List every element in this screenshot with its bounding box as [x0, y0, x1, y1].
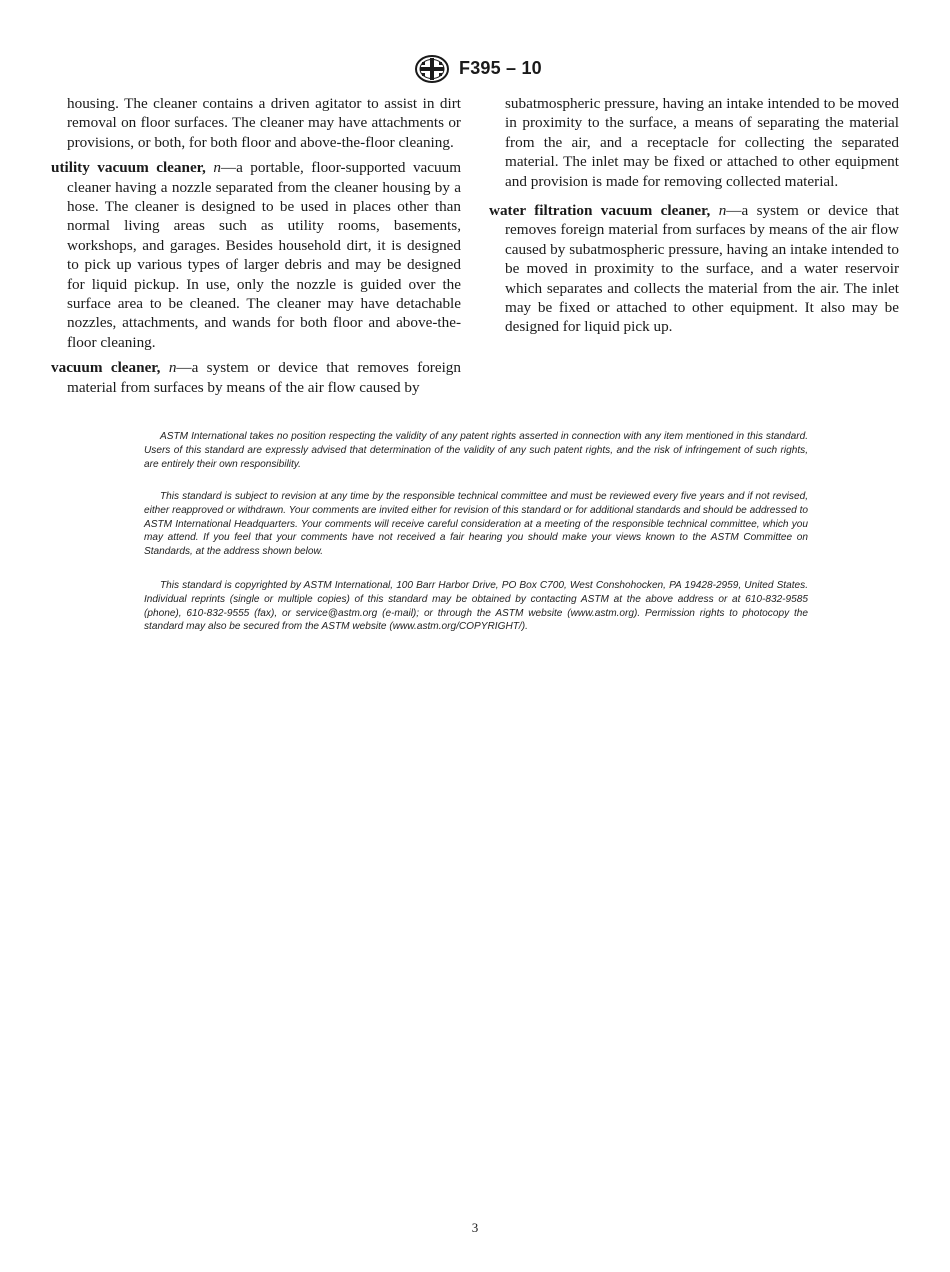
continued-paragraph: housing. The cleaner contains a driven agitator to assist in dirt removal on floor surfaces. The cleaner may have attachments or provisions, or both, for both floor and above-the-floor cleaning. — [67, 95, 461, 151]
copyright-notice-text: This standard is copyrighted by ASTM International, 100 Barr Harbor Drive, PO Box C700, West Conshohocken, PA 19428-2959, United States. Individual reprints (single or multiple copies) of this standard may be obtained by contacting ASTM at the above address or at 610-832-9585 (phone), 610-832-9555 (fax), or service@astm.org (e-mail); or through the ASTM website (www.astm.org). Permission rights to photocopy the standard may also be secured from the ASTM website (www.astm.org/COPYRIGHT/). — [144, 580, 808, 633]
part-of-speech: n — [718, 202, 727, 220]
definition-term: vacuum cleaner, — [51, 359, 161, 377]
part-of-speech: n — [213, 159, 221, 177]
patent-notice — [144, 430, 808, 471]
continued-paragraph: subatmospheric pressure, having an intake intended to be moved in proximity to the surface, a means of separating the material from the air, and a receptacle for collecting the separated material. The inlet may be fixed or attached to other equipment and provision is made for removing collected material. — [505, 95, 899, 190]
definition-text: —a portable, floor-supported vacuum cleaner having a nozzle separated from the cleaner housing by a hose. The cleaner is designed to be used in places other than normal living areas such as utility rooms, basements, workshops, and garages. Besides household dirt, it is designed to pick up various types of larger debris and may be designed for liquid pickup. In use, only the nozzle is guided over the surface area to be cleaned. The cleaner may have detachable nozzles, attachments, and wands for both floor and above-the-floor cleaning. — [67, 159, 462, 351]
revision-notice — [144, 490, 808, 559]
definition-vacuum-cleaner — [51, 358, 461, 397]
page-number: 3 — [471, 1220, 479, 1235]
revision-notice-text: This standard is subject to revision at any time by the responsible technical committee and must be reviewed every five years and if not revised, either reapproved or withdrawn. Your comments are invited either for revision of this standard or for additional standards and should be addressed to ASTM International Headquarters. Your comments will receive careful consideration at a meeting of the responsible technical committee, which you may attend. If you feel that your comments have not received a fair hearing you should make your views known to the ASTM Committee on Standards, at the address shown below. — [144, 491, 808, 558]
right-column — [489, 94, 899, 337]
left-column — [51, 94, 461, 397]
definition-term: utility vacuum cleaner, — [51, 159, 206, 177]
astm-logo-icon — [412, 54, 452, 84]
definition-term: water filtration vacuum cleaner, — [489, 202, 711, 220]
page-header — [0, 54, 950, 84]
part-of-speech: n — [168, 359, 177, 377]
copyright-notice — [144, 579, 808, 634]
definition-utility-vacuum-cleaner — [51, 158, 461, 352]
patent-notice-text: ASTM International takes no position respecting the validity of any patent rights asserted in connection with any item mentioned in this standard. Users of this standard are expressly advised that determination of the validity of any such patent rights, and the risk of infringement of such rights, are entirely their own responsibility. — [144, 431, 808, 470]
definition-text: —a system or device that removes foreign material from surfaces by means of the air flow caused by — [67, 359, 461, 396]
standard-designation: F395 – 10 — [459, 58, 542, 78]
definition-water-filtration-vacuum-cleaner — [489, 201, 899, 337]
definition-text: —a system or device that removes foreign material from surfaces by means of the air flow caused by subatmospheric pressure, having an intake intended to be moved in proximity to the surface, and a water reservoir which separates and collects the material from the air. The inlet may be fixed or attached to other equipment. It also may be designed for liquid pick up. — [505, 202, 899, 336]
